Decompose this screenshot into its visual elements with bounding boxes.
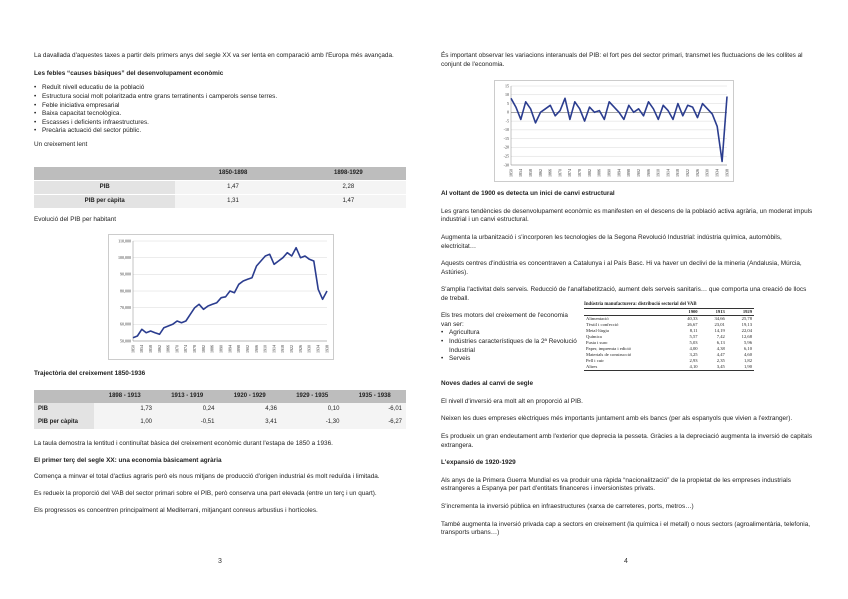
x-tick-label: 1918 xyxy=(280,345,286,353)
table-header xyxy=(34,390,94,403)
motors-intro: Els tres motors del creixement de l'economia van ser: xyxy=(441,312,568,328)
table-cell: 3,45 xyxy=(700,364,727,371)
series-line xyxy=(511,97,727,162)
y-tick-label: 10 xyxy=(505,92,509,98)
table-cell: 2,35 xyxy=(716,358,725,364)
x-tick-label: 1854 xyxy=(139,345,145,353)
agrarian-paragraph-1: Comença a minvar el total d'actius agraris però els nous mitjans de producció d'origen industrial és molt reduïda i limitada. xyxy=(34,473,380,481)
x-tick-label: 1926 xyxy=(694,169,700,177)
table-cell: 1,00 xyxy=(94,416,156,429)
causes-heading: Les febles “causes bàsiques” del desenvolupament econòmic xyxy=(34,69,224,77)
table-cell: -1,30 xyxy=(281,416,343,429)
table-header: 1935 - 1938 xyxy=(343,390,406,403)
row-label: PIB xyxy=(34,181,175,195)
new-data-paragraph-3: Es produeix un gran endeutament amb l'exterior que deprecia la pesseta. Gràcies a la depreciació augmenta la inversió de capitals extrangera. xyxy=(441,432,813,449)
x-tick-label: 1874 xyxy=(183,345,189,353)
table-header: 1929 - 1935 xyxy=(281,390,343,403)
x-tick-label: 1894 xyxy=(227,345,233,353)
table-cell: 1,82 xyxy=(743,358,752,364)
table-cell: 5,57 xyxy=(689,334,698,340)
list-item: • Serveis xyxy=(441,355,577,364)
intro-paragraph: La davallada d'aquestes taxes a partir dels primers anys del segle XX va ser lenta en comparació amb l'Europa més avançada. xyxy=(34,52,394,59)
left-page xyxy=(34,52,406,150)
x-tick-label: 1870 xyxy=(557,169,563,177)
row-label: PIB per càpita xyxy=(34,195,175,209)
expansion-heading: L'expansió de 1920-1929 xyxy=(441,459,516,467)
table-cell: 2,93 xyxy=(689,358,698,364)
row-label: Tèxtil i confecció xyxy=(586,322,619,328)
y-tick-label: 15 xyxy=(505,83,509,89)
expansion-paragraph-1: Als anys de la Primera Guerra Mundial es va produir una ràpida “nacionalització” de la propietat de les empreses industrials estrangeres a Espanya per part d'entitats financeres i inversionistes privats. xyxy=(441,476,791,493)
table-note: La taula demostra la lentitud i continuïtat bàsica del creixement econòmic durant l'estapa de 1850 a 1936. xyxy=(34,440,333,447)
x-tick-label: 1898 xyxy=(626,169,632,177)
x-tick-label: 1938 xyxy=(724,169,730,177)
structural-paragraph-1: Les grans tendències de desenvolupament econòmic es manifesten en el descens de la població activa agrària, un moderat impuls industrial i un canvi estructural. xyxy=(441,207,813,224)
table-row xyxy=(34,181,406,195)
x-tick-label: 1854 xyxy=(518,169,524,177)
x-tick-label: 1866 xyxy=(165,345,171,353)
table-cell: 4,47 xyxy=(716,352,725,358)
x-tick-label: 1902 xyxy=(635,169,641,177)
x-tick-label: 1874 xyxy=(567,169,573,177)
table-row xyxy=(34,195,406,209)
x-tick-label: 1898 xyxy=(236,345,242,353)
table-cell: 26,67 xyxy=(687,322,698,328)
gdp-variation-svg xyxy=(495,81,733,181)
x-tick-label: 1914 xyxy=(665,169,671,177)
trajectory-heading: Trajectòria del creixement 1850-1936 xyxy=(34,370,146,377)
x-tick-label: 1910 xyxy=(655,169,661,177)
table-header: 1850-1898 xyxy=(175,167,290,181)
table-cell: 1,47 xyxy=(291,195,406,209)
list-item: • Precària actuació del sector públic. xyxy=(34,127,406,136)
y-tick-label: 110,000 xyxy=(118,238,131,244)
list-item: • Indústries característiques de la 2ª Revolució Industrial xyxy=(441,338,577,355)
table-cell: 1,31 xyxy=(175,195,290,209)
chart-label: Evolució del PIB per habitant xyxy=(34,216,117,223)
expansion-paragraph-3: També augmenta la inversió privada cap a sectors en creixement (la química i el metall) o nous sectors (agroalimentària, telefonia, transports urbans…) xyxy=(441,520,811,537)
row-label: Metal·lúrgia xyxy=(586,328,609,334)
x-tick-label: 1882 xyxy=(586,169,592,177)
structural-paragraph-4: S'amplia l'activitat dels serveis. Reducció de l'analfabetització, aument dels serveis sanitaris… que comporta una creació de llocs de treball. xyxy=(441,286,807,303)
x-tick-label: 1938 xyxy=(324,345,330,353)
agrarian-paragraph-3: Els progressos es concentren principalment al Mediterrani, mitjançant conreus arbustius i hortícoles. xyxy=(34,506,318,514)
row-label: Paper, impremta i edició xyxy=(586,346,631,352)
table-cell: 0,10 xyxy=(281,403,343,416)
table-cell: 4,38 xyxy=(716,346,725,352)
table-header: 1929 xyxy=(727,309,754,316)
list-item: • Feble iniciativa empresarial xyxy=(34,102,406,111)
x-tick-label: 1858 xyxy=(527,169,533,177)
x-tick-label: 1902 xyxy=(244,345,250,353)
y-tick-label: 50,000 xyxy=(120,338,131,344)
x-tick-label: 1922 xyxy=(289,345,295,353)
x-tick-label: 1882 xyxy=(200,345,206,353)
table-cell: 4,60 xyxy=(743,352,752,358)
structural-block xyxy=(441,190,813,304)
x-tick-label: 1870 xyxy=(174,345,180,353)
x-tick-label: 1862 xyxy=(156,345,162,353)
table-row xyxy=(584,364,754,371)
table-header: 1898-1929 xyxy=(291,167,406,181)
x-tick-label: 1894 xyxy=(616,169,622,177)
trajectory-block xyxy=(34,370,406,379)
x-tick-label: 1934 xyxy=(714,169,720,177)
causes-list xyxy=(34,84,406,136)
gdp-per-capita-chart xyxy=(108,234,334,360)
table-cell: 34,66 xyxy=(714,316,725,322)
table-cell: 1,47 xyxy=(175,181,290,195)
table-cell: -6,27 xyxy=(343,416,406,429)
y-tick-label: 60,000 xyxy=(120,321,131,327)
x-tick-label: 1850 xyxy=(508,169,514,177)
x-tick-label: 1890 xyxy=(218,345,224,353)
table-cell: 1,73 xyxy=(94,403,156,416)
table-cell: 5,03 xyxy=(689,340,698,346)
y-tick-label: -15 xyxy=(503,135,509,141)
y-tick-label: 5 xyxy=(507,100,509,106)
table-row xyxy=(34,403,406,416)
agrarian-paragraph-2: Es redueix la proporció del VAB del sector primari sobre el PIB, però conserva una part elevada (entre un terç i un quart). xyxy=(34,489,377,497)
structural-paragraph-3: Aquests centres d'indústria es concentraven a Catalunya i al País Basc. Hi va haver un declivi de la mineria (Andalusia, Múrcia, Astúries). xyxy=(441,260,802,276)
gdp-variation-chart xyxy=(494,80,734,182)
y-tick-label: 80,000 xyxy=(120,288,131,294)
new-data-paragraph-1: El nivell d'inversió era molt alt en proporció al PIB. xyxy=(441,397,583,405)
table-header: 1898 - 1913 xyxy=(94,390,156,403)
y-tick-label: 90,000 xyxy=(120,271,131,277)
table-cell: 14,19 xyxy=(714,328,725,334)
structural-paragraph-2: Augmenta la urbanització i s'incorporen les tecnologies de la Segona Revolució Industrial: indústria química, automòbils, electricitat… xyxy=(441,233,782,250)
table-cell: 0,24 xyxy=(156,403,218,416)
table-cell: 1,90 xyxy=(727,364,754,371)
motors-list xyxy=(441,329,577,364)
table-cell: 19,13 xyxy=(741,322,752,328)
page-number-left: 3 xyxy=(218,558,222,565)
x-tick-label: 1866 xyxy=(547,169,553,177)
y-tick-label: -25 xyxy=(503,153,509,159)
table-cell: 7,42 xyxy=(716,334,725,340)
structural-heading: Al voltant de 1900 es detecta un inici de canvi estructural xyxy=(441,190,615,197)
y-tick-label: 0 xyxy=(507,109,509,115)
table-cell: 2,28 xyxy=(291,181,406,195)
growth-table xyxy=(34,167,406,209)
x-tick-label: 1850 xyxy=(130,345,136,353)
growth-label: Un creixement lent xyxy=(34,141,88,149)
x-tick-label: 1858 xyxy=(147,345,153,353)
x-tick-label: 1934 xyxy=(315,345,321,353)
x-tick-label: 1926 xyxy=(297,345,303,353)
new-data-paragraph-2: Neixen les dues empreses elèctriques més importants juntament amb els bancs (per als espanyols que vivien a l'extranger). xyxy=(441,415,793,423)
row-label: Fusta i suro xyxy=(586,340,608,346)
manufacturing-table xyxy=(584,308,754,371)
y-tick-label: -30 xyxy=(503,162,509,168)
x-tick-label: 1906 xyxy=(253,345,259,353)
table-cell: 25,78 xyxy=(741,316,752,322)
list-item: • Escasses i deficients infraestructures. xyxy=(34,119,406,128)
y-tick-label: 100,000 xyxy=(118,254,131,260)
new-data-heading: Noves dades al canvi de segle xyxy=(441,380,533,387)
table-cell: 4,00 xyxy=(689,346,698,352)
x-tick-label: 1930 xyxy=(704,169,710,177)
x-tick-label: 1918 xyxy=(675,169,681,177)
table-header: 1920 - 1929 xyxy=(218,390,280,403)
row-label: PIB xyxy=(34,403,94,416)
table-cell: 6,13 xyxy=(716,340,725,346)
row-label: Alimentació xyxy=(586,316,609,322)
x-tick-label: 1878 xyxy=(577,169,583,177)
agrarian-heading: El primer terç del segle XX: una economia bàsicament agrària xyxy=(34,456,222,464)
list-item: • Estructura social molt polaritzada entre grans terratinents i camperols sense terres. xyxy=(34,93,406,102)
gdp-per-capita-svg xyxy=(109,235,333,359)
left-bottom-text xyxy=(34,440,406,515)
table-header: 1913 xyxy=(700,309,727,316)
x-tick-label: 1906 xyxy=(645,169,651,177)
table-cell: 4,36 xyxy=(218,403,280,416)
y-tick-label: 70,000 xyxy=(120,304,131,310)
table-cell: 23,01 xyxy=(714,322,725,328)
list-item: • Agricultura xyxy=(441,329,577,338)
row-label: Altres xyxy=(584,364,672,371)
row-label: Materials de construcció xyxy=(586,352,632,358)
x-tick-label: 1886 xyxy=(209,345,215,353)
motors-block xyxy=(441,312,577,364)
page-number-right: 4 xyxy=(624,558,628,565)
table-header: 1900 xyxy=(672,309,699,316)
table-cell: 12,68 xyxy=(741,334,752,340)
manufacturing-table-block xyxy=(584,302,754,371)
table-cell: 40,33 xyxy=(687,316,698,322)
x-tick-label: 1930 xyxy=(306,345,312,353)
row-label: PIB per càpita xyxy=(34,416,94,429)
row-label: Química xyxy=(586,334,602,340)
table-cell: 6,10 xyxy=(743,346,752,352)
list-item: • Reduït nivell educatiu de la població xyxy=(34,84,406,93)
table-cell: -0,51 xyxy=(156,416,218,429)
x-tick-label: 1914 xyxy=(271,345,277,353)
table-cell: -6,01 xyxy=(343,403,406,416)
table-cell: 3,25 xyxy=(689,352,698,358)
table-cell: 3,41 xyxy=(218,416,280,429)
x-tick-label: 1910 xyxy=(262,345,268,353)
trajectory-table xyxy=(34,390,406,429)
table-header: 1913 - 1919 xyxy=(156,390,218,403)
table-cell: 5,96 xyxy=(743,340,752,346)
x-tick-label: 1862 xyxy=(537,169,543,177)
y-tick-label: -20 xyxy=(503,144,509,150)
table-header xyxy=(34,167,175,181)
x-tick-label: 1878 xyxy=(192,345,198,353)
y-tick-label: -10 xyxy=(503,127,509,133)
y-tick-label: -5 xyxy=(505,118,509,124)
x-tick-label: 1890 xyxy=(606,169,612,177)
right-intro xyxy=(441,52,813,69)
table-cell: 22,04 xyxy=(741,328,752,334)
new-data-block xyxy=(441,380,813,538)
row-label: Pell i cuir xyxy=(586,358,604,364)
right-intro-paragraph: És important observar les variacions interanuals del PIB: el fort pes del sector primari, transmet les fluctuacions de les collites al conjunt de l'economia. xyxy=(441,52,803,68)
table-row xyxy=(34,416,406,429)
table-cell: 4,10 xyxy=(672,364,699,371)
expansion-paragraph-2: S'incrementa la inversió pública en infraestructures (xarxa de carreteres, ports, metros…) xyxy=(441,503,694,511)
table-header xyxy=(584,309,672,316)
x-tick-label: 1886 xyxy=(596,169,602,177)
manufacturing-table-title: Indústria manufacturera: distribució sectorial del VAB xyxy=(584,302,697,307)
table-cell: 8,11 xyxy=(689,328,698,334)
x-tick-label: 1922 xyxy=(685,169,691,177)
list-item: • Baixa capacitat tecnològica. xyxy=(34,110,406,119)
